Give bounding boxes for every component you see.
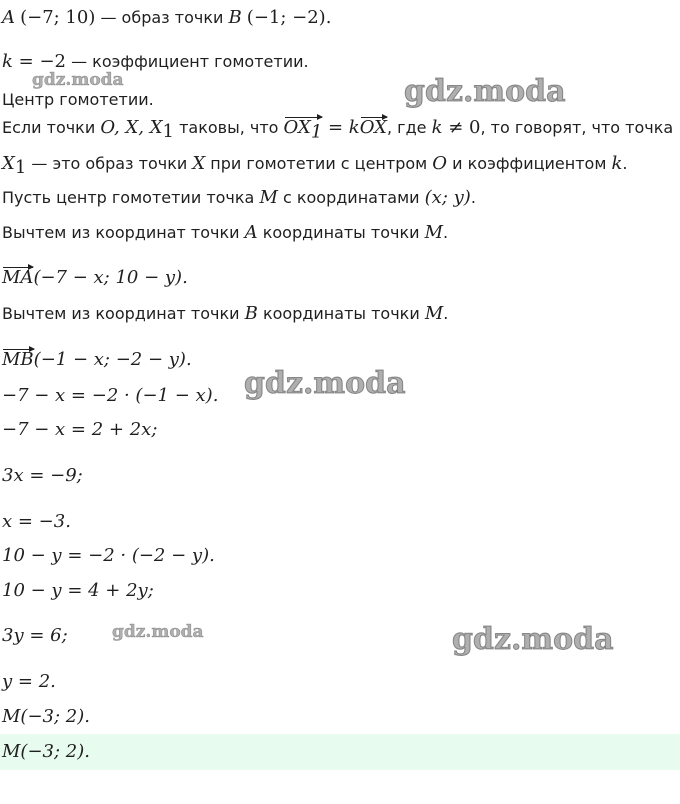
text: . [443, 223, 449, 242]
math-expr: (−7 − x; 10 − y). [33, 267, 188, 288]
text: , где [386, 118, 432, 137]
math-vec-text: OX [283, 117, 311, 138]
line-vector-ma [2, 266, 188, 290]
text: при гомотетии с центром [205, 154, 433, 173]
line-definition-2 [2, 152, 628, 179]
math-point-b: B [228, 7, 242, 28]
line-subtract-b [2, 302, 448, 326]
equation-3: 3x = −9; [2, 465, 83, 486]
text: Если точки [2, 118, 101, 137]
math-x: X [2, 153, 15, 174]
math-subscript: 1 [162, 121, 174, 143]
watermark-logo: gdz.moda [404, 74, 566, 109]
math-subscript: 1 [310, 121, 323, 143]
answer-highlight [0, 734, 680, 770]
text: , то говорят, что точка [480, 118, 674, 137]
vector-ox: OX [359, 117, 387, 138]
text: и коэффициентом [447, 154, 612, 173]
text: Вычтем из координат точки [2, 304, 245, 323]
text: . [470, 188, 476, 207]
math-k: k [431, 117, 443, 138]
math-o: O [432, 153, 448, 174]
equation-9: M(−3; 2). [2, 706, 90, 727]
text: Пусть центр гомотетии точка [2, 188, 260, 207]
line-image-of-point [2, 6, 331, 30]
equation-1: −7 − x = −2 · (−1 − x). [2, 385, 219, 406]
line-center-heading [2, 88, 154, 112]
math-neq: ≠ 0 [442, 117, 481, 138]
line-let-center [2, 186, 476, 210]
vector-mb: MB [2, 349, 34, 370]
equation-8: y = 2. [2, 671, 56, 692]
math-m: M [259, 187, 278, 208]
math-k: k [348, 117, 360, 138]
text: . [622, 154, 628, 173]
text: Вычтем из координат точки [2, 223, 245, 242]
math-coords-a: (−7; 10) [20, 7, 96, 28]
math-eq: = [322, 117, 349, 138]
math-coords-b: (−1; −2). [246, 7, 332, 28]
equation-5: 10 − y = −2 · (−2 − y). [2, 545, 215, 566]
math-x: X [192, 153, 206, 174]
text: таковы, что [174, 118, 284, 137]
watermark-logo: gdz.moda [112, 622, 204, 642]
math-b: B [244, 303, 258, 324]
line-vector-mb [2, 348, 192, 372]
math-point-a: A [2, 7, 15, 28]
math-m: M [424, 303, 444, 324]
text: — образ точки [95, 8, 229, 27]
line-definition-1 [2, 116, 674, 143]
watermark-logo: gdz.moda [244, 366, 406, 401]
text: — это образ точки [26, 154, 193, 173]
math-points: O, X, X [100, 117, 163, 138]
vector-ox1 [283, 116, 323, 143]
answer-text: M(−3; 2). [2, 741, 90, 762]
text: координаты точки [257, 223, 425, 242]
equation-7: 3y = 6; [2, 625, 68, 646]
vector-ma: MA [2, 267, 34, 288]
math-k: k [2, 51, 13, 72]
math-m: M [424, 222, 444, 243]
equation-4: x = −3. [2, 511, 71, 532]
math-a: A [244, 222, 258, 243]
math-k: k [611, 153, 623, 174]
text: — коэффициент гомотетии. [65, 52, 309, 71]
math-expr: (−1 − x; −2 − y). [33, 349, 192, 370]
watermark-logo: gdz.moda [452, 622, 614, 657]
text: Центр гомотетии. [2, 90, 154, 109]
text: . [443, 304, 449, 323]
equation-6: 10 − y = 4 + 2y; [2, 580, 154, 601]
equation-2: −7 − x = 2 + 2x; [2, 419, 158, 440]
math-coords: (x; y) [424, 187, 471, 208]
line-subtract-a [2, 221, 448, 245]
math-subscript: 1 [14, 157, 27, 179]
watermark-logo: gdz.moda [32, 70, 124, 90]
text: координаты точки [257, 304, 425, 323]
math-value: = −2 [12, 51, 66, 72]
text: с координатами [277, 188, 425, 207]
